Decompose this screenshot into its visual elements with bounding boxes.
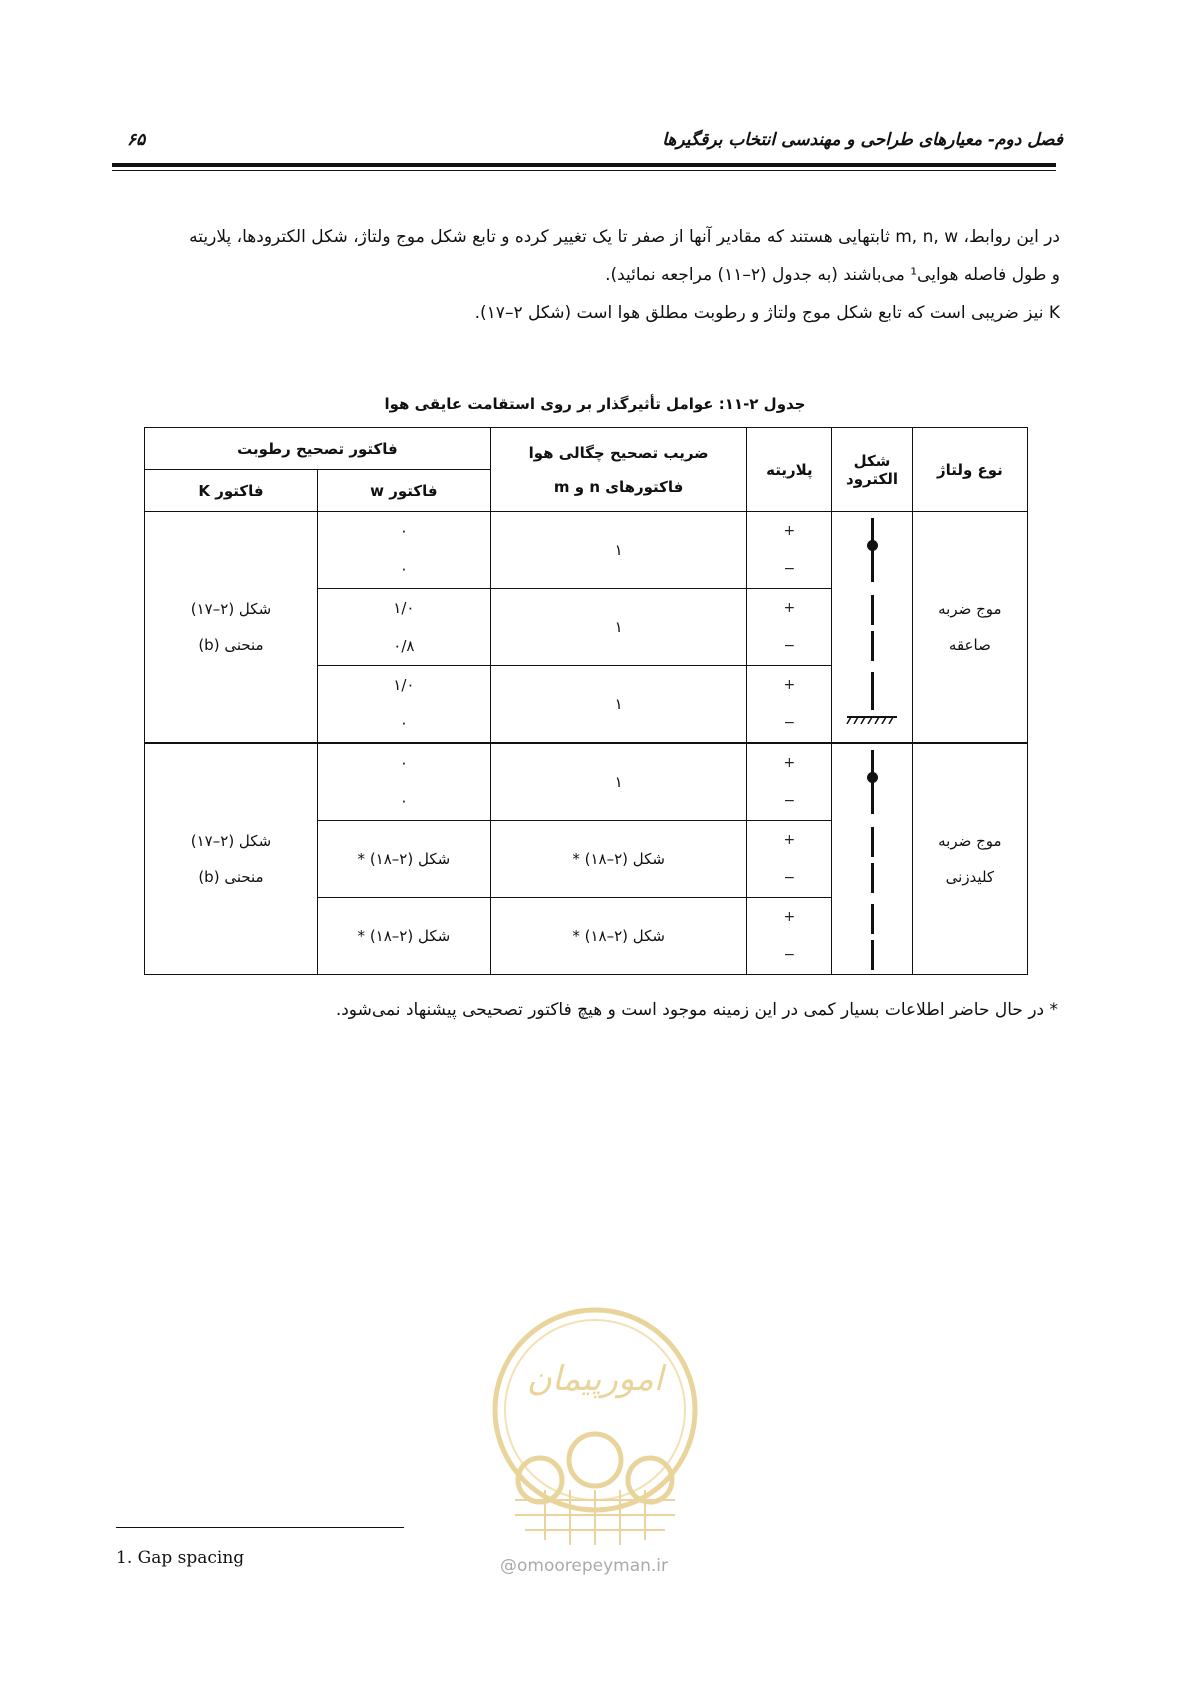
paragraph-1: در این روابط، m, n, w ثابتهایی هستند که مقادیر آنها از صفر تا یک تغییر کرده و تابع شکل موج ولتاژ، شکل الکترودها، پلاریته bbox=[189, 227, 1060, 247]
k-factor-cell bbox=[145, 743, 318, 975]
polarity-cell bbox=[747, 898, 832, 975]
polarity-minus: − bbox=[783, 715, 796, 731]
w-factor-minus: ۰ bbox=[399, 792, 408, 810]
rod-rod-electrode-icon bbox=[857, 589, 887, 665]
density-factor-cell: ۱ bbox=[490, 589, 747, 666]
k-factor-line2: منحنی (b) bbox=[198, 868, 264, 886]
density-factor-cell: ۱ bbox=[490, 743, 747, 821]
w-factor-plus: ۱/۰ bbox=[393, 599, 415, 617]
header-density-correction bbox=[490, 428, 747, 512]
voltage-type-lightning bbox=[912, 512, 1027, 744]
omoore-peyman-logo-watermark bbox=[485, 1300, 705, 1555]
rod-rod-electrode-icon bbox=[857, 821, 887, 897]
w-factor-plus: ۰ bbox=[399, 754, 408, 772]
electrode-rod-rod bbox=[832, 589, 912, 666]
footnote: 1. Gap spacing bbox=[116, 1548, 245, 1568]
header-polarity: پلاریته bbox=[747, 428, 832, 512]
voltage-type-switching bbox=[912, 743, 1027, 975]
density-factor-cell: ۱ bbox=[490, 512, 747, 589]
k-factor-line2: منحنی (b) bbox=[198, 636, 264, 654]
header-voltage-type: نوع ولتاژ bbox=[912, 428, 1027, 512]
paragraph-3: K نیز ضریبی است که تابع شکل موج ولتاژ و رطوبت مطلق هوا است (شکل ۲–۱۷). bbox=[474, 303, 1060, 323]
w-factor-plus: ۱/۰ bbox=[393, 676, 415, 694]
electrode-rod-rod bbox=[832, 821, 912, 898]
polarity-plus: + bbox=[783, 832, 796, 848]
polarity-plus: + bbox=[783, 909, 796, 925]
density-factor-cell: شکل (۲–۱۸) * bbox=[490, 898, 747, 975]
body-text bbox=[130, 218, 1060, 332]
voltage-type-line2: کلیدزنی bbox=[945, 868, 995, 886]
w-factor-cell bbox=[317, 666, 490, 744]
polarity-cell bbox=[747, 666, 832, 744]
air-insulation-factors-table bbox=[144, 427, 1028, 975]
header-k-factor: فاکتور K bbox=[145, 470, 318, 512]
polarity-plus: + bbox=[783, 755, 796, 771]
voltage-type-line1: موج ضربه bbox=[938, 832, 1002, 850]
polarity-minus: − bbox=[783, 870, 796, 886]
voltage-type-line1: موج ضربه bbox=[938, 600, 1002, 618]
rod-rod-electrode-icon bbox=[857, 898, 887, 974]
voltage-type-line2: صاعقه bbox=[948, 636, 991, 654]
k-factor-line1: شکل (۲–۱۷) bbox=[190, 832, 272, 850]
w-factor-minus: ۰ bbox=[399, 714, 408, 732]
header-w-factor: فاکتور w bbox=[317, 470, 490, 512]
k-factor-cell bbox=[145, 512, 318, 744]
w-factor-cell bbox=[317, 512, 490, 589]
paragraph-2: و طول فاصله هوایی¹ می‌باشند (به جدول (۲–۱۱) مراجعه نمائید). bbox=[605, 265, 1060, 285]
w-factor-plus: ۰ bbox=[399, 522, 408, 540]
polarity-minus: − bbox=[783, 793, 796, 809]
header-rule-thick bbox=[112, 163, 1056, 167]
w-factor-cell: شکل (۲–۱۸) * bbox=[317, 821, 490, 898]
watermark-url: @omoorepeyman.ir bbox=[500, 1556, 669, 1576]
w-factor-cell: شکل (۲–۱۸) * bbox=[317, 898, 490, 975]
logo-text: امورپیمان bbox=[526, 1359, 664, 1399]
electrode-rod-rod bbox=[832, 898, 912, 975]
header-electrode-shape: شکل الکترود bbox=[832, 428, 912, 512]
density-factor-cell: شکل (۲–۱۸) * bbox=[490, 821, 747, 898]
w-factor-minus: ۰ bbox=[399, 560, 408, 578]
rod-ground-electrode-icon bbox=[857, 666, 887, 742]
header-density-factors: فاکتورهای n و m bbox=[553, 477, 684, 496]
k-factor-line1: شکل (۲–۱۷) bbox=[190, 600, 272, 618]
polarity-plus: + bbox=[783, 677, 796, 693]
polarity-cell bbox=[747, 512, 832, 589]
header-humidity-correction: فاکتور تصحیح رطوبت bbox=[145, 428, 491, 470]
electrode-rod-ball bbox=[832, 512, 912, 589]
footnote-divider bbox=[116, 1527, 404, 1528]
ground-hatch-icon bbox=[845, 716, 897, 724]
header-density-title: ضریب تصحیح چگالی هوا bbox=[528, 443, 709, 462]
w-factor-cell bbox=[317, 743, 490, 821]
density-factor-cell: ۱ bbox=[490, 666, 747, 744]
w-factor-cell bbox=[317, 589, 490, 666]
running-header-title: فصل دوم- معیارهای طراحی و مهندسی انتخاب برقگیرها bbox=[662, 130, 1063, 150]
polarity-cell bbox=[747, 821, 832, 898]
electrode-rod-ground bbox=[832, 666, 912, 744]
table-note: * در حال حاضر اطلاعات بسیار کمی در این زمینه موجود است و هیچ فاکتور تصحیحی پیشنهاد نمی‌شود. bbox=[335, 1000, 1058, 1020]
table-caption: جدول ۲-۱۱: عوامل تأثیرگذار بر روی استقامت عایقی هوا bbox=[384, 395, 806, 413]
polarity-plus: + bbox=[783, 600, 796, 616]
polarity-minus: − bbox=[783, 947, 796, 963]
rod-ball-electrode-icon bbox=[857, 744, 887, 820]
rod-ball-electrode-icon bbox=[857, 512, 887, 588]
header-rule-thin bbox=[112, 170, 1056, 171]
polarity-minus: − bbox=[783, 561, 796, 577]
polarity-cell bbox=[747, 589, 832, 666]
polarity-plus: + bbox=[783, 523, 796, 539]
polarity-cell bbox=[747, 743, 832, 821]
polarity-minus: − bbox=[783, 638, 796, 654]
page-number: ۶۵ bbox=[127, 130, 146, 150]
w-factor-minus: ۰/۸ bbox=[393, 637, 415, 655]
electrode-rod-ball bbox=[832, 743, 912, 821]
